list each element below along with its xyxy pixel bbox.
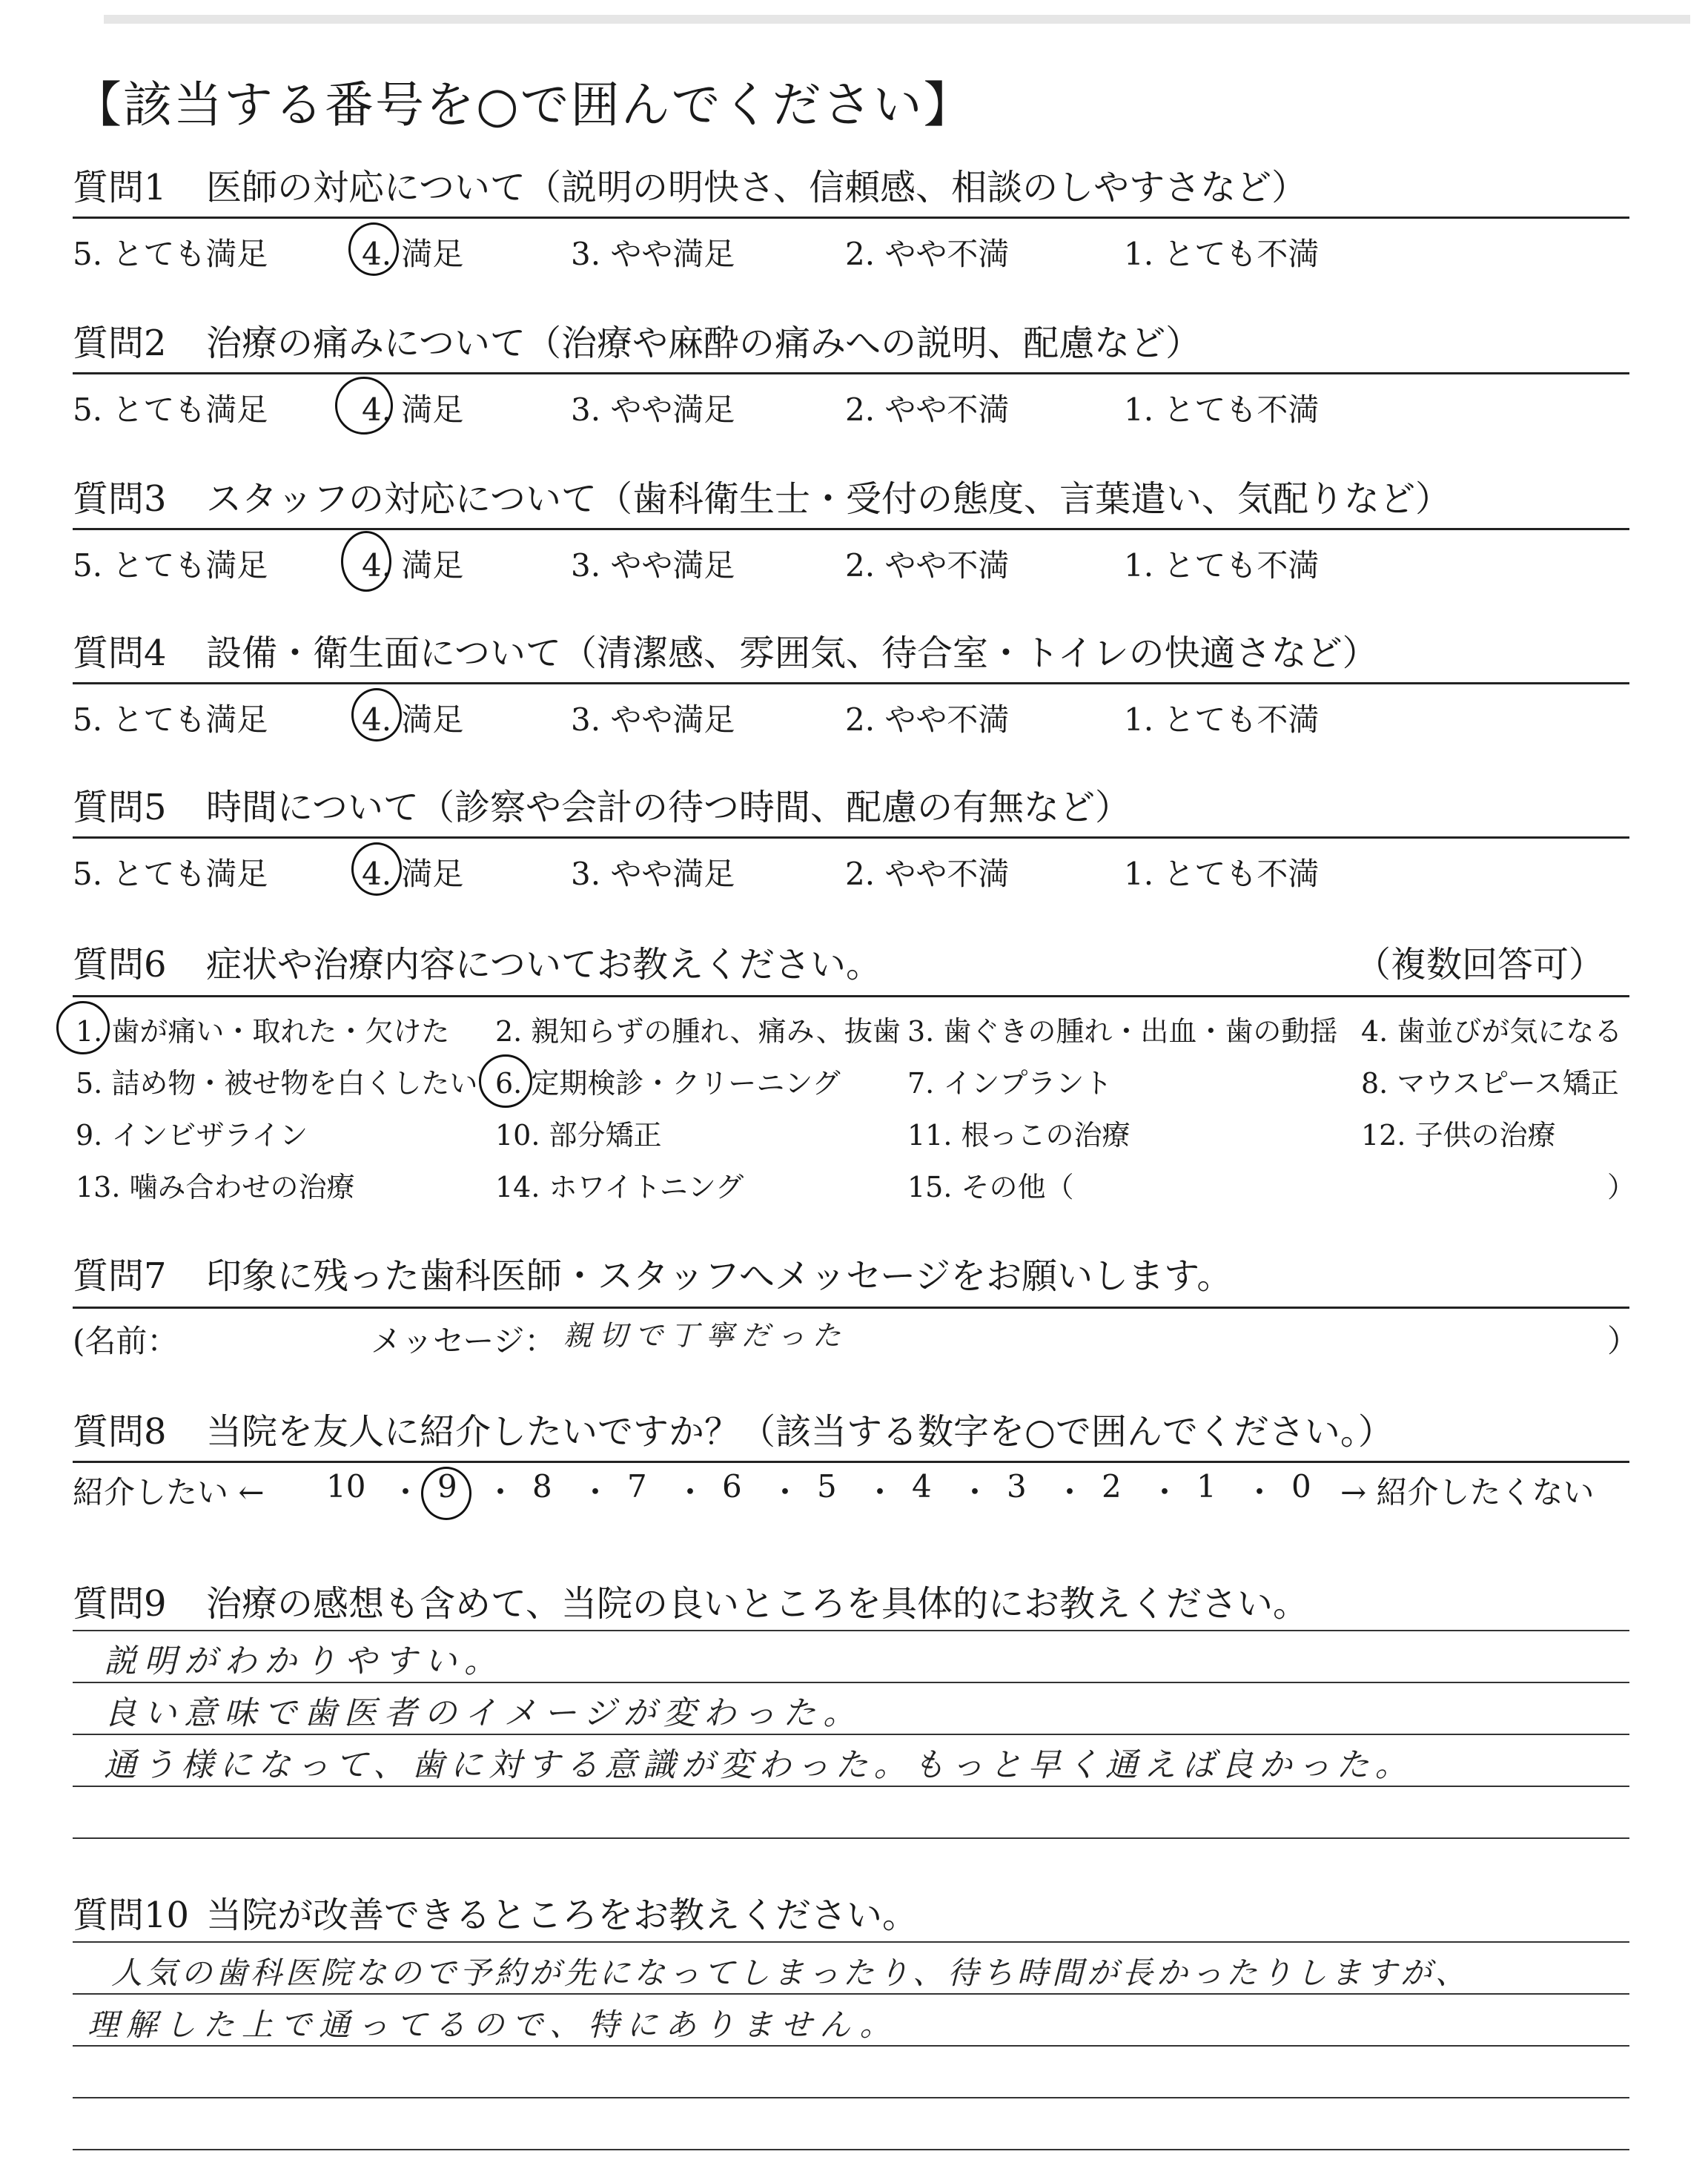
symptom-option-7[interactable]: 7. インプラント (907, 1067, 1113, 1100)
question-title: 時間について（診察や会計の待つ時間、配慮の有無など） (206, 787, 1131, 828)
option-2[interactable]: 2. やや不満 (845, 236, 1010, 272)
scale-dot: ・ (390, 1474, 422, 1510)
message-answer[interactable]: 親切で丁寧だった (563, 1319, 849, 1352)
other-close-paren: ） (1607, 1171, 1636, 1203)
option-3[interactable]: 3. やや満足 (571, 547, 735, 584)
question-9 (73, 1578, 1629, 1630)
question-2 (73, 317, 1629, 369)
option-1[interactable]: 1. とても不満 (1124, 856, 1320, 892)
question-number: 質問2 (73, 323, 167, 364)
question-7 (73, 1250, 1629, 1302)
option-5[interactable]: 5. とても満足 (73, 236, 268, 272)
option-3[interactable]: 3. やや満足 (571, 392, 735, 428)
scale-9[interactable]: 9 (437, 1468, 457, 1505)
scale-dot: ・ (675, 1474, 706, 1510)
name-label: (名前： (73, 1323, 179, 1359)
symptom-option-12[interactable]: 12. 子供の治療 (1361, 1119, 1556, 1152)
question-title: 当院が改善できるところをお教えください。 (206, 1895, 918, 1936)
option-4[interactable]: 4. 満足 (362, 856, 464, 892)
question-8 (73, 1406, 1629, 1458)
question-rule (73, 528, 1629, 530)
option-1[interactable]: 1. とても不満 (1124, 547, 1320, 584)
option-3[interactable]: 3. やや満足 (571, 856, 735, 892)
scale-10[interactable]: 10 (326, 1468, 366, 1505)
option-4[interactable]: 4. 満足 (362, 392, 464, 428)
question-number: 質問6 (73, 944, 167, 985)
scan-top-edge (104, 15, 1690, 24)
question-rule (73, 995, 1629, 997)
answer-circle (351, 842, 402, 896)
symptom-option-4[interactable]: 4. 歯並びが気になる (1361, 1015, 1623, 1048)
question-title: スタッフの対応について（歯科衛生士・受付の態度、言葉遣い、気配りなど） (206, 478, 1452, 520)
question-rule (73, 372, 1629, 374)
question-number: 質問4 (73, 633, 167, 674)
message-close-paren: ） (1607, 1323, 1639, 1359)
symptom-option-3[interactable]: 3. 歯ぐきの腫れ・出血・歯の動揺 (907, 1015, 1338, 1048)
scale-dot: ・ (485, 1474, 517, 1510)
answer-line (73, 1941, 1629, 1943)
symptom-option-6[interactable]: 6. 定期検診・クリーニング (495, 1067, 841, 1100)
scale-5[interactable]: 5 (817, 1468, 837, 1505)
answer-line (73, 1837, 1629, 1839)
question-6 (73, 939, 1629, 991)
symptom-option-1[interactable]: 1. 歯が痛い・取れた・欠けた (76, 1015, 450, 1048)
option-1[interactable]: 1. とても不満 (1124, 392, 1320, 428)
question-rule (73, 682, 1629, 684)
answer-line-3[interactable]: 通う様になって、歯に対する意識が変わった。もっと早く通えば良かった。 (104, 1746, 1414, 1784)
scale-6[interactable]: 6 (722, 1468, 742, 1505)
scale-8[interactable]: 8 (532, 1468, 552, 1505)
question-title: 医師の対応について（説明の明快さ、信頼感、相談のしやすさなど） (206, 167, 1308, 208)
answer-circle (351, 688, 402, 742)
scale-dot: ・ (1149, 1474, 1181, 1510)
symptom-option-14[interactable]: 14. ホワイトニング (495, 1171, 744, 1203)
question-rule (73, 217, 1629, 219)
question-rule (73, 1461, 1629, 1463)
scale-2[interactable]: 2 (1102, 1468, 1122, 1505)
option-2[interactable]: 2. やや不満 (845, 392, 1010, 428)
question-3 (73, 473, 1629, 525)
question-number: 質問3 (73, 478, 167, 520)
answer-line (73, 1734, 1629, 1735)
scale-dot: ・ (1244, 1474, 1276, 1510)
scale-4[interactable]: 4 (912, 1468, 932, 1505)
scale-dot: ・ (864, 1474, 896, 1510)
option-3[interactable]: 3. やや満足 (571, 701, 735, 738)
option-5[interactable]: 5. とても満足 (73, 701, 268, 738)
answer-circle (348, 222, 399, 276)
multiple-answers-note: （複数回答可） (1354, 944, 1604, 985)
form-heading: 【該当する番号を○で囲んでください】 (73, 76, 974, 133)
answer-line (73, 1682, 1629, 1683)
answer-circle (341, 531, 391, 592)
scale-dot: ・ (959, 1474, 991, 1510)
answer-circle (479, 1054, 532, 1108)
question-rule (73, 1307, 1629, 1309)
question-title: 治療の痛みについて（治療や麻酔の痛みへの説明、配慮など） (206, 323, 1202, 364)
question-number: 質問7 (73, 1255, 167, 1297)
symptom-option-8[interactable]: 8. マウスピース矯正 (1361, 1067, 1619, 1100)
improvement-line-1[interactable]: 人気の歯科医院なので予約が先になってしまったり、待ち時間が長かったりしますが、 (111, 1955, 1471, 1991)
answer-line (73, 2149, 1629, 2150)
answer-line-1[interactable]: 説明がわかりやすい。 (104, 1642, 504, 1680)
answer-circle (335, 377, 393, 435)
answer-circle (56, 1001, 110, 1054)
question-title: 当院を友人に紹介したいですか？（該当する数字を○で囲んでください。） (206, 1411, 1394, 1453)
question-4 (73, 627, 1629, 679)
question-5 (73, 782, 1629, 833)
symptom-option-13[interactable]: 13. 噛み合わせの治療 (76, 1171, 355, 1203)
option-2[interactable]: 2. やや不満 (845, 701, 1010, 738)
scale-1[interactable]: 1 (1196, 1468, 1217, 1505)
answer-line-2[interactable]: 良い意味で歯医者のイメージが変わった。 (104, 1694, 864, 1732)
option-1[interactable]: 1. とても不満 (1124, 236, 1320, 272)
option-2[interactable]: 2. やや不満 (845, 856, 1010, 892)
question-number: 質問8 (73, 1411, 167, 1453)
referral-left-label: 紹介したい ← (73, 1474, 265, 1510)
answer-line (73, 1630, 1629, 1631)
answer-circle (421, 1467, 471, 1520)
scale-dot: ・ (580, 1474, 612, 1510)
option-4[interactable]: 4. 満足 (362, 547, 464, 584)
referral-scale (73, 1468, 1629, 1513)
message-label: メッセージ： (371, 1323, 556, 1359)
question-title: 設備・衛生面について（清潔感、雰囲気、待合室・トイレの快適さなど） (206, 633, 1378, 674)
option-5[interactable]: 5. とても満足 (73, 392, 268, 428)
answer-line (73, 2097, 1629, 2098)
scale-0[interactable]: 0 (1291, 1468, 1311, 1505)
question-rule (73, 836, 1629, 839)
option-3[interactable]: 3. やや満足 (571, 236, 735, 272)
question-title: 症状や治療内容についてお教えください。 (206, 944, 882, 985)
question-10 (73, 1889, 1629, 1941)
option-5[interactable]: 5. とても満足 (73, 547, 268, 584)
question-number: 質問10 (73, 1895, 190, 1936)
option-4[interactable]: 4. 満足 (362, 236, 464, 272)
symptom-option-15[interactable]: 15. その他（ (907, 1171, 1074, 1203)
scale-3[interactable]: 3 (1007, 1468, 1027, 1505)
answer-line (73, 1786, 1629, 1787)
answer-line (73, 2045, 1629, 2047)
option-5[interactable]: 5. とても満足 (73, 856, 268, 892)
referral-right-label: → 紹介したくない (1340, 1474, 1595, 1510)
symptom-option-2[interactable]: 2. 親知らずの腫れ、痛み、抜歯 (495, 1015, 901, 1048)
symptom-option-11[interactable]: 11. 根っこの治療 (907, 1119, 1131, 1152)
scale-dot: ・ (1054, 1474, 1086, 1510)
scale-dot: ・ (769, 1474, 801, 1510)
question-title: 印象に残った歯科医師・スタッフへメッセージをお願いします。 (206, 1255, 1233, 1297)
option-4[interactable]: 4. 満足 (362, 701, 464, 738)
question-title: 治療の感想も含めて、当院の良いところを具体的にお教えください。 (206, 1583, 1309, 1625)
symptom-option-5[interactable]: 5. 詰め物・被せ物を白くしたい (76, 1067, 478, 1100)
scale-7[interactable]: 7 (627, 1468, 647, 1505)
symptom-option-9[interactable]: 9. インビザライン (76, 1119, 308, 1152)
question-number: 質問9 (73, 1583, 167, 1625)
question-number: 質問1 (73, 167, 167, 208)
question-1 (73, 162, 1629, 214)
answer-line (73, 1993, 1629, 1995)
option-1[interactable]: 1. とても不満 (1124, 701, 1320, 738)
question-number: 質問5 (73, 787, 167, 828)
symptom-option-10[interactable]: 10. 部分矯正 (495, 1119, 662, 1152)
improvement-line-2[interactable]: 理解した上で通ってるので、特にありません。 (87, 2007, 898, 2043)
option-2[interactable]: 2. やや不満 (845, 547, 1010, 584)
